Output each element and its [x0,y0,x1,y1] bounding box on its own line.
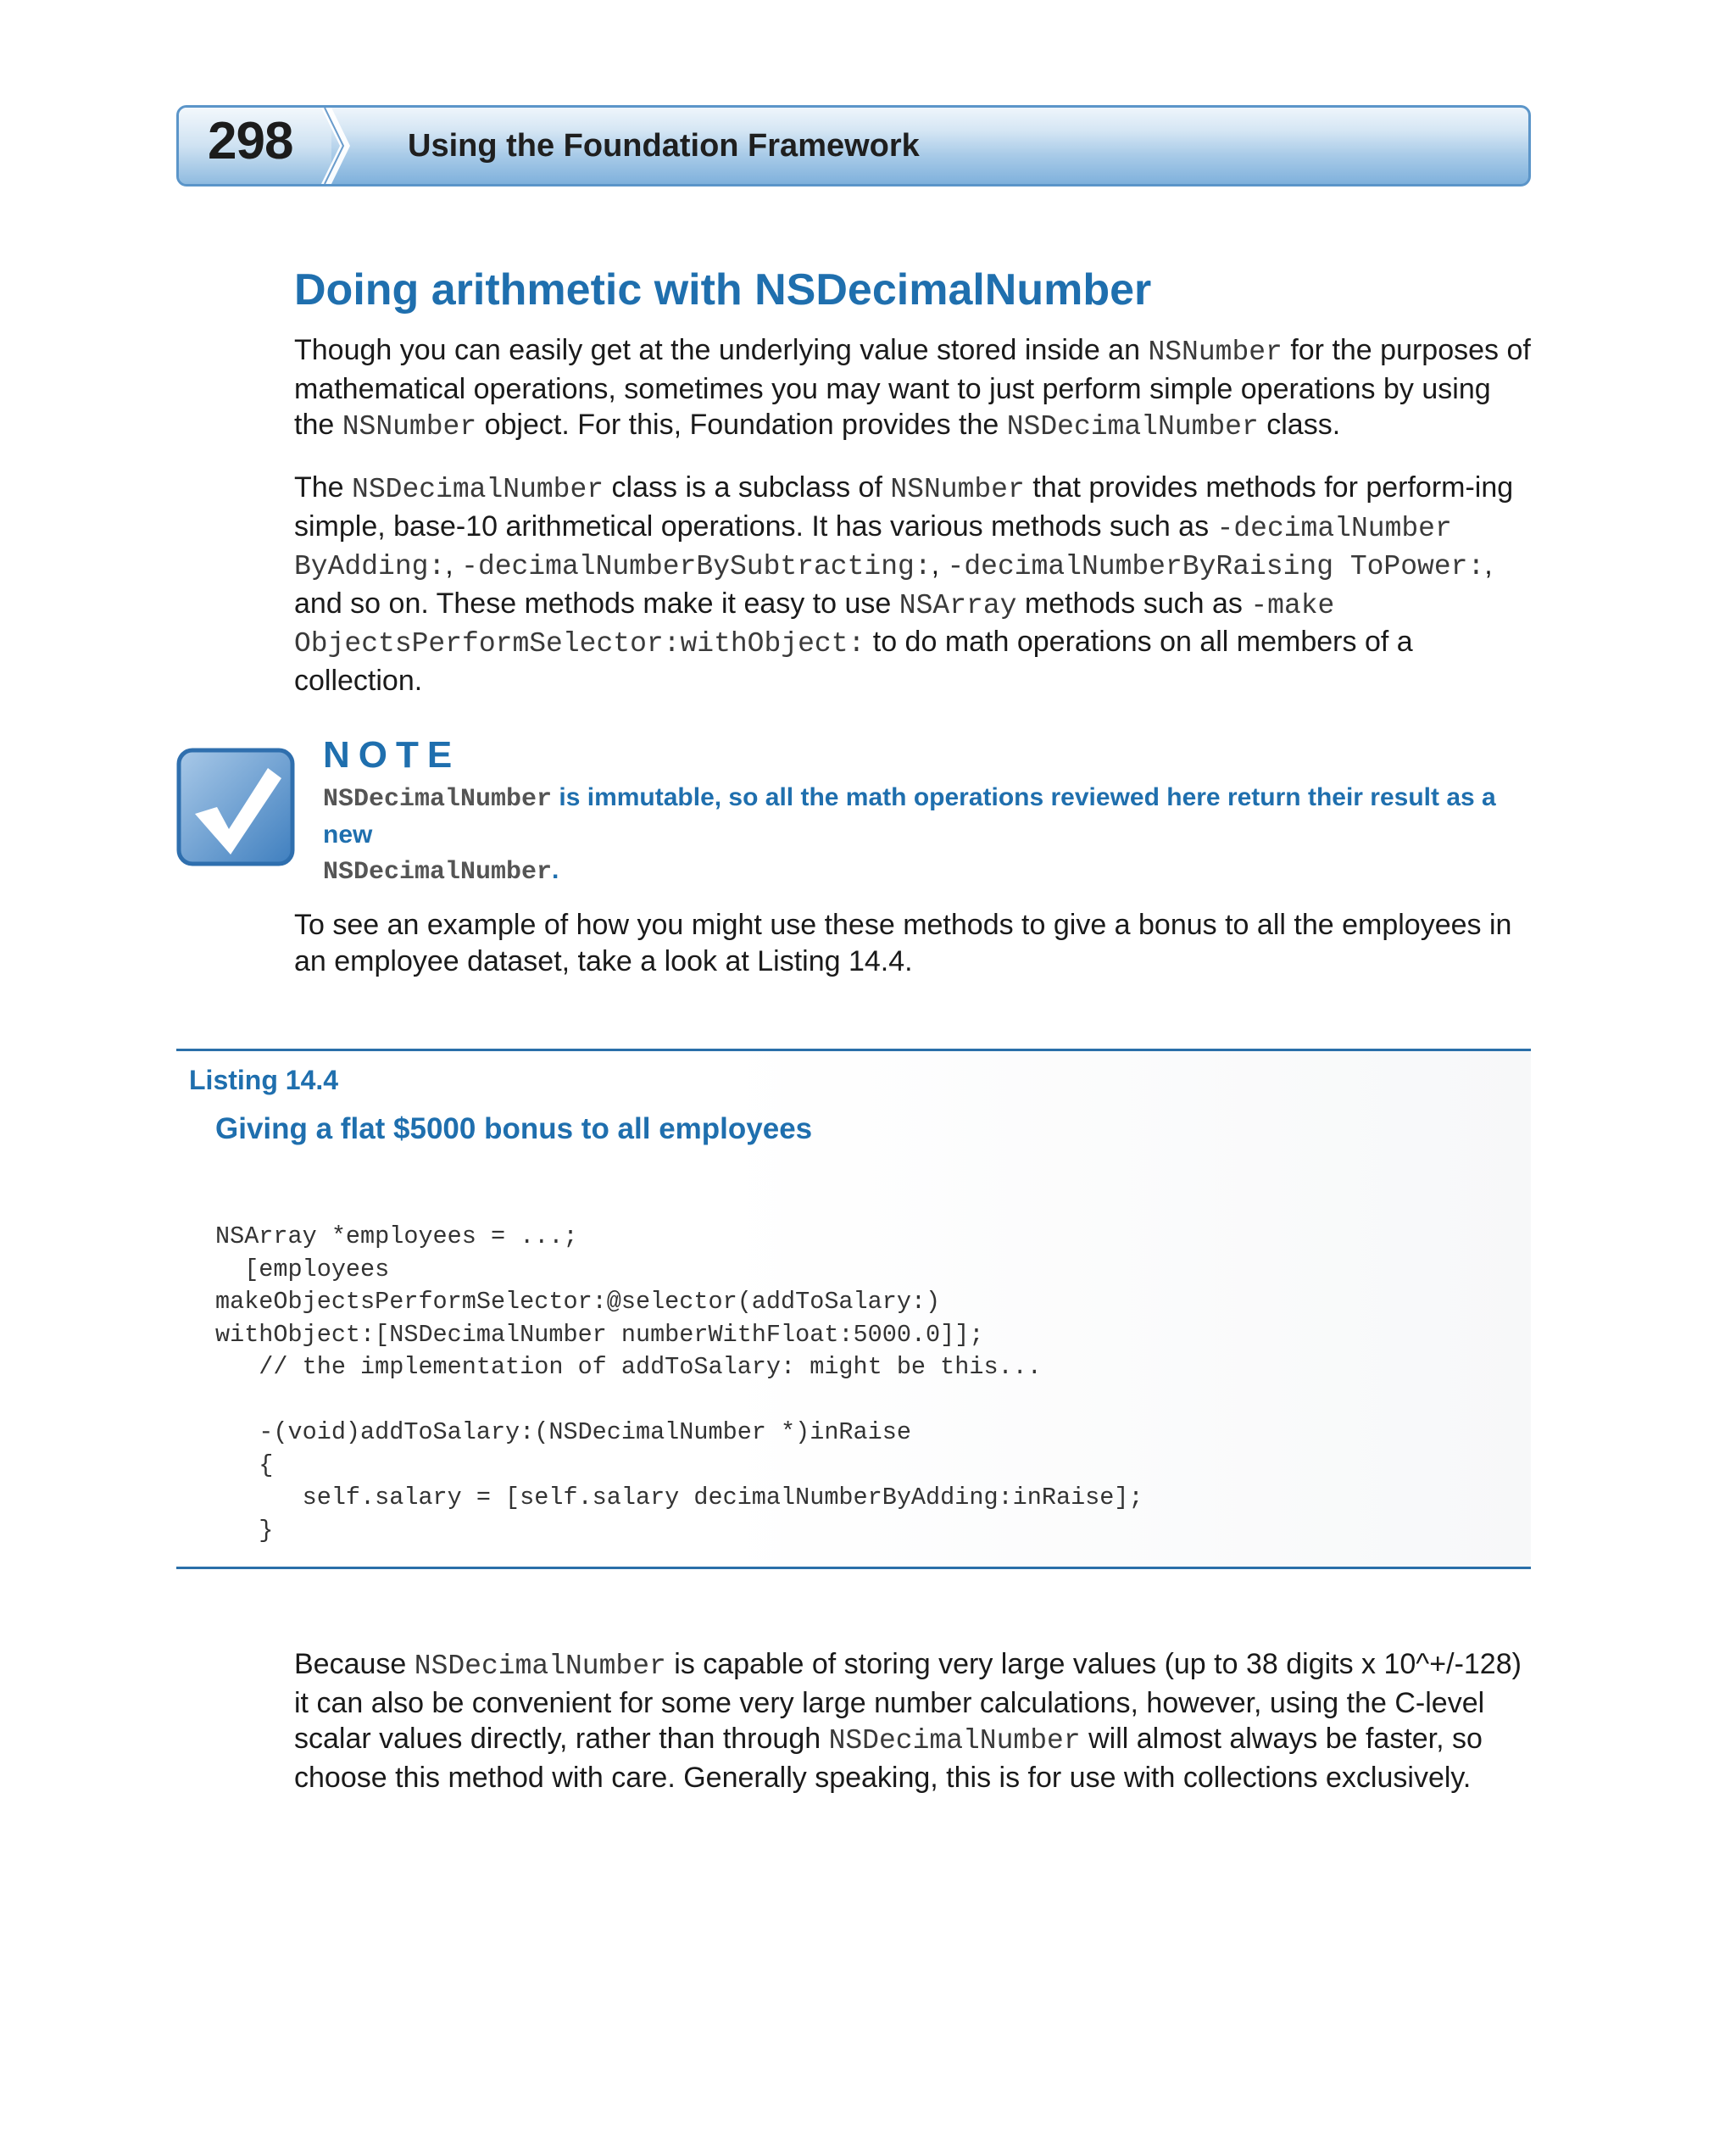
chapter-header-bar [176,105,1531,187]
note-text: NSDecimalNumber is immutable, so all the math operations reviewed here return their result as a new NSDecimalNumber. [323,783,1496,887]
code-term: NSDecimalNumber [1006,411,1259,443]
checkmark-icon [176,748,295,866]
code-line: makeObjectsPerformSelector:@selector(addToSalary:) [215,1288,941,1316]
note-label: NOTE [323,734,461,776]
section-heading: Doing arithmetic with NSDecimalNumber [294,265,1152,315]
code-line: -(void)addToSalary:(NSDecimalNumber *)inRaise [215,1418,911,1446]
code-line: withObject:[NSDecimalNumber numberWithFloat:5000.0]]; [215,1320,984,1349]
code-line: } [215,1516,274,1545]
code-term: NSDecimalNumber [323,785,553,814]
chapter-title: Using the Foundation Framework [408,128,920,164]
paragraph-3: To see an example of how you might use these methods to give a bonus to all the employees in an employee dataset, take a look at Listing 14.4. [294,909,1512,977]
code-term: -decimalNumberByRaising ToPower: [947,551,1485,582]
code-line: // the implementation of addToSalary: might be this... [215,1353,1042,1381]
code-term: -decimalNumberBySubtracting: [461,551,932,582]
code-line: { [215,1450,274,1479]
listing-bottom-rule [176,1567,1531,1569]
listing-top-rule [176,1049,1531,1051]
paragraph-1: Though you can easily get at the underlying value stored inside an NSNumber for the purposes of mathematical operations, sometimes you may want to just perform simple operations by using the NSNumber object. For this, Foundation provides the NSDecimalNumber class. [294,334,1531,443]
code-term: NSArray [899,589,1017,621]
code-term: NSNumber [1148,337,1283,368]
code-term: NSDecimalNumber [352,474,604,505]
paragraph-4: Because NSDecimalNumber is capable of storing very large values (up to 38 digits x 10^+/-128) it can also be convenient for some very large number calculations, however, using the C-level scalar values directly, rather than through NSDecimalNumber will almost always be faster, so choose this method with care. Generally speaking, this is for use with collections exclusively. [294,1648,1522,1794]
listing-label: Listing 14.4 [189,1065,339,1095]
code-term: NSDecimalNumber [414,1651,666,1682]
code-term: -decimalNumber ByAdding: [294,512,1452,582]
code-listing [215,1221,1143,1547]
code-term: NSNumber [342,411,477,443]
page-number: 298 [208,112,293,170]
paragraph-2: The NSDecimalNumber class is a subclass of NSNumber that provides methods for perform-ing simple, base-10 arithmetical operations. It has various methods such as -decimalNumber ByAdding:, -decimalNumberBySubtracting:, -decimalNumberByRaising ToPower:, and so on. These methods make it easy to use NSArray methods such as -make ObjectsPerformSelector:withObject: to do math operations on all members of a collection. [294,471,1514,697]
chevron-right-icon [321,108,355,184]
code-line: [employees [215,1255,390,1283]
listing-caption: Giving a flat $5000 bonus to all employees [215,1112,813,1145]
code-line [215,1384,1143,1417]
code-term: -make ObjectsPerformSelector:withObject: [294,589,1335,660]
code-term: NSDecimalNumber [828,1725,1081,1757]
code-line: NSArray *employees = ...; [215,1222,578,1250]
code-term: NSDecimalNumber [323,858,553,887]
code-term: NSNumber [890,474,1025,505]
code-line: self.salary = [self.salary decimalNumberByAdding:inRaise]; [215,1484,1143,1512]
